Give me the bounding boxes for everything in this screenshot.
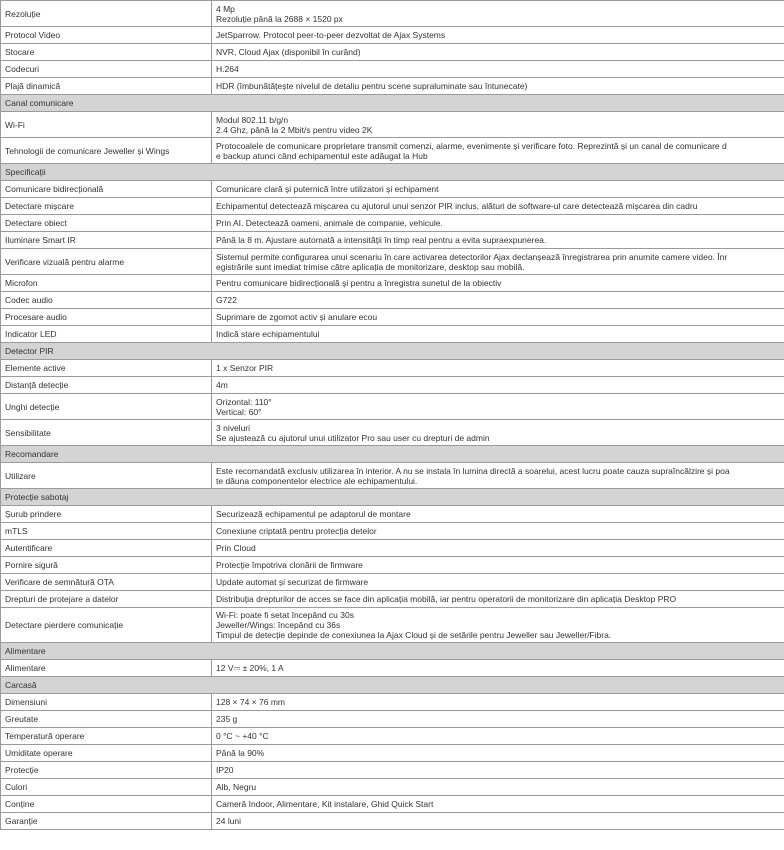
spec-label: Microfon <box>1 275 212 292</box>
spec-value <box>212 745 784 762</box>
spec-label: Stocare <box>1 44 212 61</box>
spec-value-line: e backup atunci când echipamentul este adăugat la Hub <box>216 150 428 161</box>
spec-row <box>1 275 784 292</box>
spec-value-line: 235 g <box>216 714 238 724</box>
spec-label: Wi-Fi <box>1 112 212 138</box>
spec-row <box>1 463 784 489</box>
spec-value <box>212 796 784 813</box>
spec-label: Utilizare <box>1 463 212 489</box>
spec-label: Codecuri <box>1 61 212 78</box>
spec-value-line: Rezoluție până la 2688 × 1520 px <box>216 13 343 24</box>
spec-value <box>212 138 784 164</box>
spec-value-line: Update automat și securizat de firmware <box>216 577 369 587</box>
spec-label: Distanță detecție <box>1 377 212 394</box>
spec-label: Verificare vizuală pentru alarme <box>1 249 212 275</box>
spec-value-line: Este recomandată exclusiv utilizarea în interior. A nu se instala în lumina directă a soarelui, acest lucru poate cauza supraîncălzire și poa <box>216 465 730 476</box>
spec-value <box>212 360 784 377</box>
spec-value <box>212 44 784 61</box>
spec-value <box>212 779 784 796</box>
spec-label: Alimentare <box>1 660 212 677</box>
spec-row <box>1 557 784 574</box>
spec-value-line: Cameră Indoor, Alimentare, Kit instalare, Ghid Quick Start <box>216 799 434 809</box>
spec-label: Umiditate operare <box>1 745 212 762</box>
section-title: Detector PIR <box>1 343 784 360</box>
section-header-row <box>1 343 784 360</box>
spec-value <box>212 711 784 728</box>
spec-row <box>1 27 784 44</box>
spec-label: Rezoluție <box>1 1 212 27</box>
spec-label: Detectare obiect <box>1 215 212 232</box>
spec-value <box>212 523 784 540</box>
spec-value-line: Echipamentul detectează mișcarea cu ajutorul unui senzor PIR inclus, alături de software-ul care detectează mișcarea din cadru <box>216 201 698 211</box>
spec-value-line: 3 niveluri <box>216 422 251 433</box>
spec-value-line: Wi-Fi: poate fi setat începând cu 30s <box>216 610 354 620</box>
spec-value-line: Securizează echipamentul pe adaptorul de montare <box>216 509 411 519</box>
spec-label: Conține <box>1 796 212 813</box>
spec-value <box>212 181 784 198</box>
spec-value <box>212 112 784 138</box>
spec-value <box>212 540 784 557</box>
spec-value-line: Se ajustează cu ajutorul unui utilizator Pro sau user cu drepturi de admin <box>216 432 490 443</box>
spec-label: Iluminare Smart IR <box>1 232 212 249</box>
spec-row <box>1 660 784 677</box>
spec-row <box>1 232 784 249</box>
spec-value-line: te dăuna componentelor electrice ale echipamentului. <box>216 475 418 486</box>
spec-row <box>1 540 784 557</box>
spec-value-line: 2.4 Ghz, până la 2 Mbit/s pentru video 2K <box>216 124 373 135</box>
spec-row <box>1 574 784 591</box>
spec-value-line: Până la 90% <box>216 748 265 758</box>
section-title: Alimentare <box>1 643 784 660</box>
section-header-row <box>1 164 784 181</box>
spec-value-line: Sistemul permite configurarea unui scenariu în care activarea detectorilor Ajax declanșează înregistrarea prin anumite camere video. Înr <box>216 251 728 262</box>
spec-label: Drepturi de protejare a datelor <box>1 591 212 608</box>
spec-value-line: Timpul de detecție depinde de conexiunea la Ajax Cloud și de setările pentru Jeweller sau Jeweller/Fibra. <box>216 630 612 640</box>
spec-row <box>1 394 784 420</box>
spec-label: Codec audio <box>1 292 212 309</box>
specifications-table-body <box>1 1 784 830</box>
spec-value-line: Suprimare de zgomot activ și anulare ecou <box>216 312 378 322</box>
spec-row <box>1 360 784 377</box>
spec-value <box>212 813 784 830</box>
spec-label: Elemente active <box>1 360 212 377</box>
spec-value-line: Protecție împotriva clonării de firmware <box>216 560 363 570</box>
spec-label: Autentificare <box>1 540 212 557</box>
spec-value <box>212 420 784 446</box>
section-header-row <box>1 489 784 506</box>
spec-value <box>212 506 784 523</box>
spec-row <box>1 326 784 343</box>
spec-row <box>1 796 784 813</box>
spec-value <box>212 198 784 215</box>
spec-value-line: Modul 802.11 b/g/n <box>216 114 289 125</box>
spec-value <box>212 394 784 420</box>
spec-label: Sensibilitate <box>1 420 212 446</box>
spec-value <box>212 1 784 27</box>
spec-value-line: Protocoalele de comunicare proprietare transmit comenzi, alarme, evenimente și verificare foto. Reprezintă și un canal de comunicare d <box>216 140 727 151</box>
section-title: Canal comunicare <box>1 95 784 112</box>
spec-row <box>1 813 784 830</box>
spec-row <box>1 420 784 446</box>
spec-value <box>212 249 784 275</box>
spec-label: Plajă dinamică <box>1 78 212 95</box>
spec-value-line: NVR, Cloud Ajax (disponibil în curând) <box>216 47 361 57</box>
spec-value-line: Pentru comunicare bidirecțională și pentru a înregistra sunetul de la obiectiv <box>216 278 502 288</box>
section-title: Carcasă <box>1 677 784 694</box>
spec-value-line: HDR (îmbunătățește nivelul de detaliu pentru scene supraluminate sau întunecate) <box>216 81 528 91</box>
spec-row <box>1 762 784 779</box>
spec-row <box>1 779 784 796</box>
spec-value-line: Până la 8 m. Ajustare automată a intensității în timp real pentru a evita supraexpunerea. <box>216 235 547 245</box>
spec-value-line: 24 luni <box>216 816 242 826</box>
spec-value <box>212 292 784 309</box>
spec-value <box>212 728 784 745</box>
section-header-row <box>1 95 784 112</box>
spec-value <box>212 463 784 489</box>
spec-row <box>1 198 784 215</box>
section-header-row <box>1 677 784 694</box>
spec-value-line: 128 × 74 × 76 mm <box>216 697 285 707</box>
spec-value <box>212 215 784 232</box>
spec-label: Șurub prindere <box>1 506 212 523</box>
spec-value <box>212 762 784 779</box>
spec-value <box>212 78 784 95</box>
spec-label: Temperatură operare <box>1 728 212 745</box>
section-header-row <box>1 643 784 660</box>
section-title: Recomandare <box>1 446 784 463</box>
spec-label: Greutate <box>1 711 212 728</box>
spec-row <box>1 61 784 78</box>
spec-row <box>1 215 784 232</box>
spec-value <box>212 326 784 343</box>
spec-value-line: Prin Cloud <box>216 543 256 553</box>
spec-value-line: 4m <box>216 380 228 390</box>
section-title: Protecție sabotaj <box>1 489 784 506</box>
spec-label: Comunicare bidirecțională <box>1 181 212 198</box>
spec-row <box>1 44 784 61</box>
spec-value-line: Prin AI. Detectează oameni, animale de companie, vehicule. <box>216 218 443 228</box>
spec-label: Protocol Video <box>1 27 212 44</box>
spec-label: Culori <box>1 779 212 796</box>
spec-value-line: Alb, Negru <box>216 782 257 792</box>
spec-label: Detectare mișcare <box>1 198 212 215</box>
spec-label: Tehnologii de comunicare Jeweller și Wings <box>1 138 212 164</box>
spec-label: Unghi detecție <box>1 394 212 420</box>
spec-value <box>212 309 784 326</box>
spec-row <box>1 249 784 275</box>
spec-row <box>1 523 784 540</box>
spec-value-line: 1 x Senzor PIR <box>216 363 274 373</box>
spec-label: Verificare de semnătură OTA <box>1 574 212 591</box>
spec-value-line: egistrările sunt imediat trimise către aplicația de monitorizare, desktop sau mobilă. <box>216 261 525 272</box>
spec-label: mTLS <box>1 523 212 540</box>
spec-row <box>1 138 784 164</box>
spec-label: Pornire sigură <box>1 557 212 574</box>
spec-value <box>212 61 784 78</box>
section-header-row <box>1 446 784 463</box>
spec-row <box>1 1 784 27</box>
spec-row <box>1 711 784 728</box>
spec-value <box>212 557 784 574</box>
section-title: Specificații <box>1 164 784 181</box>
spec-value <box>212 608 784 643</box>
spec-value-line: IP20 <box>216 765 234 775</box>
spec-value-line: Vertical: 60° <box>216 406 262 417</box>
spec-row <box>1 377 784 394</box>
spec-value-line: 12 V⎓ ± 20%, 1 A <box>216 663 284 673</box>
spec-value-line: Indică stare echipamentului <box>216 329 320 339</box>
spec-row <box>1 292 784 309</box>
spec-label: Detectare pierdere comunicație <box>1 608 212 643</box>
spec-row <box>1 506 784 523</box>
spec-row <box>1 745 784 762</box>
spec-value <box>212 694 784 711</box>
spec-label: Protecție <box>1 762 212 779</box>
spec-value-line: Conexiune criptată pentru protecția detelor <box>216 526 377 536</box>
spec-value <box>212 574 784 591</box>
spec-value <box>212 232 784 249</box>
spec-value-line: Comunicare clară și puternică între utilizatori și echipament <box>216 184 439 194</box>
spec-label: Garanție <box>1 813 212 830</box>
spec-value-line: 0 °C ~ +40 °C <box>216 731 269 741</box>
spec-value-line: G722 <box>216 295 237 305</box>
spec-row <box>1 728 784 745</box>
spec-value-line: JetSparrow. Protocol peer-to-peer dezvoltat de Ajax Systems <box>216 30 446 40</box>
spec-value <box>212 377 784 394</box>
spec-row <box>1 181 784 198</box>
spec-value <box>212 27 784 44</box>
spec-value-line: Distribuția drepturilor de acces se face din aplicația mobilă, iar pentru operatorii de monitorizare din aplicația Desktop PRO <box>216 594 677 604</box>
spec-value <box>212 660 784 677</box>
spec-value-line: 4 Mp <box>216 3 235 14</box>
spec-label: Indicator LED <box>1 326 212 343</box>
spec-row <box>1 78 784 95</box>
spec-label: Procesare audio <box>1 309 212 326</box>
spec-value <box>212 591 784 608</box>
spec-row <box>1 309 784 326</box>
spec-value-line: Jeweller/Wings: începând cu 36s <box>216 620 341 630</box>
spec-row <box>1 608 784 643</box>
spec-value-line: Orizontal: 110° <box>216 396 272 407</box>
spec-value <box>212 275 784 292</box>
spec-value-line: H.264 <box>216 64 239 74</box>
spec-row <box>1 112 784 138</box>
spec-row <box>1 591 784 608</box>
spec-row <box>1 694 784 711</box>
spec-label: Dimensiuni <box>1 694 212 711</box>
